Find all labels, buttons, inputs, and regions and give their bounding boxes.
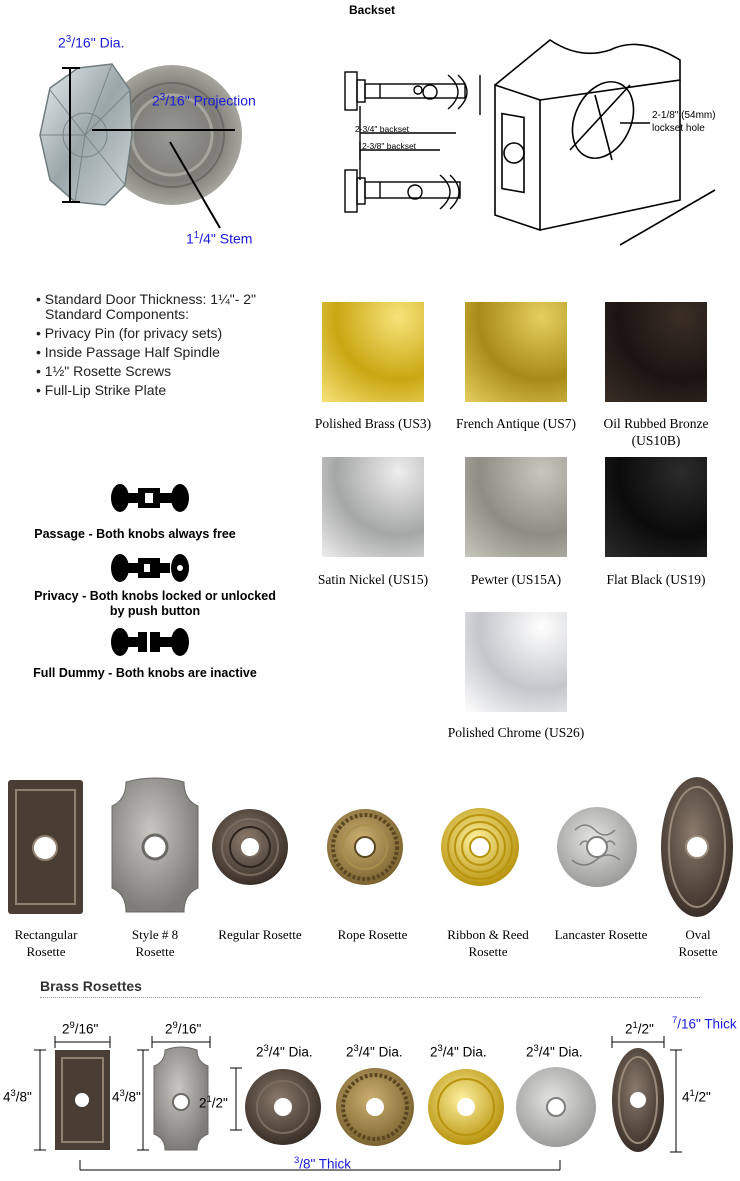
finish-swatch-pewter xyxy=(465,457,567,557)
ribbon-dia-label: $2^3/4$" Dia. xyxy=(430,1043,487,1060)
spec-list xyxy=(36,290,316,400)
rosette-label: Rope Rosette xyxy=(337,927,408,942)
knob-stem-label: $1^1/4$" Stem xyxy=(186,230,253,247)
brass-rosettes-title: Brass Rosettes xyxy=(40,978,142,994)
privacy-function-icon xyxy=(110,552,190,584)
finish-swatch-polished-chrome xyxy=(465,612,567,712)
backset-b-label: 2-3/8" backset xyxy=(362,141,417,151)
rosette-label: Rectangular Rosette xyxy=(14,927,78,959)
thick-label: $^3$/8" Thick xyxy=(294,1155,352,1172)
function-passage-label: Passage - Both knobs always free xyxy=(34,527,236,541)
style8-inner-label: $2^1/2$" xyxy=(199,1094,228,1111)
spec-item: • Full-Lip Strike Plate xyxy=(36,382,167,398)
finish-label: Pewter (US15A) xyxy=(470,572,562,587)
finish-label: French Antique (US7) xyxy=(456,416,576,431)
spec-item: • 1½" Rosette Screws xyxy=(36,363,172,379)
function-privacy-label-2: by push button xyxy=(109,604,201,618)
rope-dia-label: $2^3/4$" Dia. xyxy=(346,1043,403,1060)
finish-swatch-polished-brass xyxy=(322,302,424,402)
finish-label: Polished Chrome (US26) xyxy=(447,725,585,740)
rect-width-label: $2^9/16$" xyxy=(62,1020,99,1037)
finish-label: Flat Black (US19) xyxy=(606,572,706,587)
rosette-label: Regular Rosette xyxy=(218,927,302,942)
rect-height-label: $4^3/8$" xyxy=(3,1088,32,1105)
lancaster-dia-label: $2^3/4$" Dia. xyxy=(526,1043,583,1060)
function-dummy-label: Full Dummy - Both knobs are inactive xyxy=(33,666,257,680)
finish-label: Oil Rubbed Bronze xyxy=(603,416,709,431)
crystal-knob-image xyxy=(30,50,250,230)
spec-item: • Inside Passage Half Spindle xyxy=(36,344,220,360)
style8-height-label: $4^3/8$" xyxy=(112,1088,141,1105)
lancaster-rosette-image xyxy=(557,807,637,887)
passage-function-icon xyxy=(110,482,190,514)
knob-projection-label: $2^3/16$" Projection xyxy=(152,92,256,109)
finish-label: Satin Nickel (US15) xyxy=(317,572,429,587)
hole-label-2: lockset hole xyxy=(652,123,705,134)
hole-label: 2-1/8" (54mm) xyxy=(652,110,716,121)
spec-item: • Privacy Pin (for privacy sets) xyxy=(36,325,223,341)
function-privacy-label: Privacy - Both knobs locked or unlocked xyxy=(34,589,276,603)
style-8-rosette-image xyxy=(112,778,198,912)
style8-width-label: $2^9/16$" xyxy=(165,1020,202,1037)
oval-rosette-image xyxy=(661,777,733,917)
oval-width-label: $2^1/2$" xyxy=(625,1020,654,1037)
backset-a-label: 2-3/4" backset xyxy=(355,124,410,134)
backset-title: Backset xyxy=(349,3,396,17)
oval-height-label: $4^1/2$" xyxy=(682,1088,711,1105)
rosette-label: Lancaster Rosette xyxy=(554,927,648,942)
rectangular-rosette-image xyxy=(8,780,83,914)
dummy-function-icon xyxy=(110,626,190,658)
finish-swatch-oil-rubbed-bronze xyxy=(605,302,707,402)
finish-swatch-flat-black xyxy=(605,457,707,557)
rosettes-row xyxy=(0,770,740,920)
rope-rosette-image xyxy=(327,809,403,885)
finish-label-2: (US10B) xyxy=(631,433,681,448)
regular-dia-label: $2^3/4$" Dia. xyxy=(256,1043,313,1060)
finish-swatch-satin-nickel xyxy=(322,457,424,557)
rosette-label: Ribbon & Reed Rosette xyxy=(447,927,529,959)
oval-thick-label: $^7$/16" Thick xyxy=(672,1015,737,1032)
ribbon-reed-rosette-image xyxy=(441,808,519,886)
spec-item: • Standard Door Thickness: 1¼"- 2" xyxy=(36,291,257,307)
knob-diameter-label: $2^3/16$" Dia. xyxy=(58,34,125,51)
regular-rosette-image xyxy=(212,809,288,885)
brass-rosettes-divider xyxy=(40,997,700,998)
finish-label: Polished Brass (US3) xyxy=(314,416,432,431)
spec-item: Standard Components: xyxy=(45,306,189,322)
rosette-label: Oval Rosette xyxy=(678,927,718,959)
finish-swatch-french-antique xyxy=(465,302,567,402)
rosette-label: Style # 8 Rosette xyxy=(131,927,179,959)
